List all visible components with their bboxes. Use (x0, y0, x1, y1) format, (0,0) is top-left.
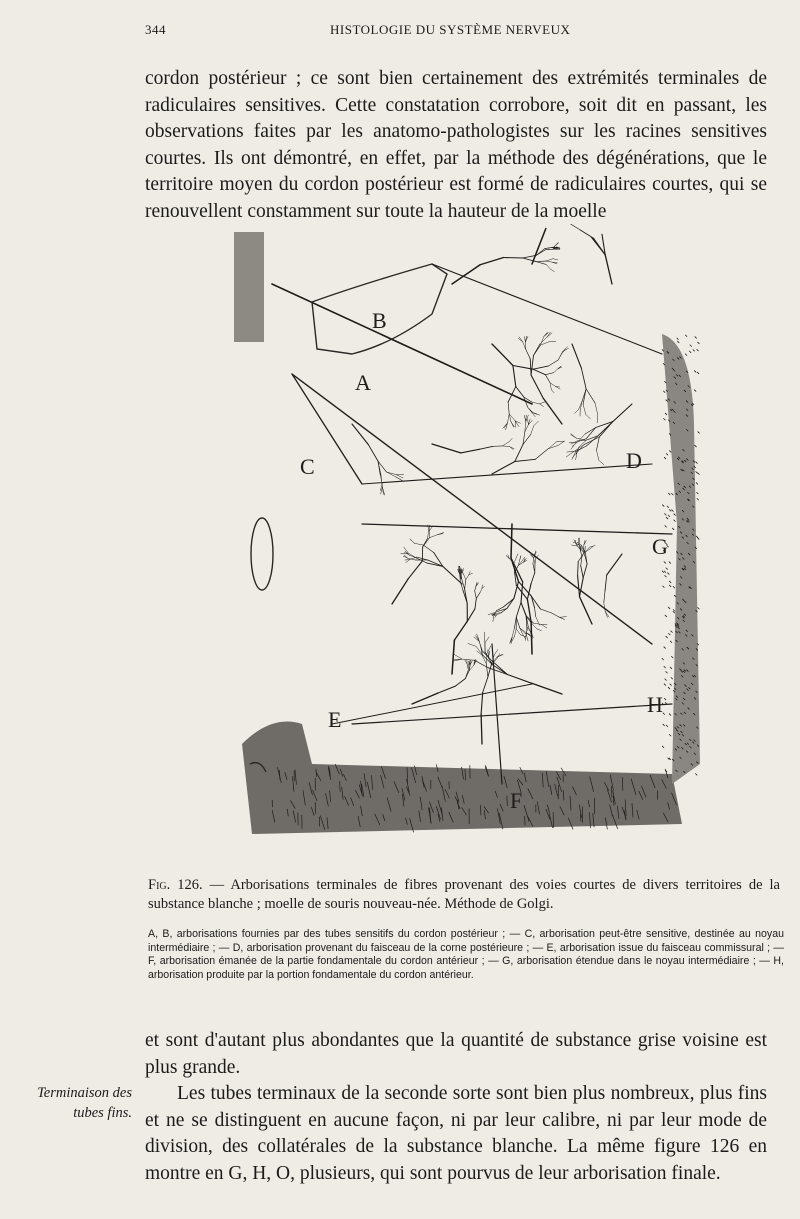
bottom-paragraph-2: Les tubes terminaux de la seconde sorte sont bien plus nombreux, plus fins et ne se distinguent en aucune façon, ni par leur calibre, ni par leur mode de division, des collatérales de la substance blanche. La même figure 126 en montre en G, H, O, plusieurs, qui sont pourvus de leur arborisation finale. (145, 1083, 767, 1184)
caption-text: — Arborisations terminales de fibres provenant des voies courtes de divers territoires de la substance blanche ; moelle de souris nouveau-née. Méthode de Golgi. (148, 877, 780, 912)
figure-126 (232, 224, 702, 844)
label-e: E (328, 707, 342, 732)
page-number: 344 (145, 22, 166, 37)
neuron-arborization-illustration-icon (232, 224, 702, 844)
bottom-text (145, 1028, 767, 1187)
label-g: G (652, 534, 668, 559)
running-title: HISTOLOGIE DU SYSTÈME NERVEUX (330, 22, 571, 37)
figure-caption (148, 876, 780, 914)
label-a: A (355, 370, 371, 395)
left-column-texture (234, 232, 264, 342)
label-b: B (372, 308, 387, 333)
margin-note: Terminaison des tubes fins. (37, 1085, 132, 1121)
figure-number: Fig. 126. (148, 877, 203, 893)
running-header (145, 22, 765, 44)
bottom-paragraph-1: et sont d'autant plus abondantes que la quantité de substance grise voisine est plus grande. (145, 1030, 767, 1078)
oval-outline (251, 518, 273, 590)
label-c: C (300, 454, 315, 479)
label-d: D (626, 448, 642, 473)
top-paragraph: cordon postérieur ; ce sont bien certainement des extrémités terminales de radiculaires sensitives. Cette constatation corrobore, soit dit en passant, les observations faites par les anatomo-pathologistes sur les racines sensitives courtes. Ils ont démontré, en effet, par la méthode des dégénérations, que le territoire moyen du cordon postérieur est formé de radiculaires courtes, qui se renouvellent constamment sur toute la hauteur de la moelle (145, 68, 767, 222)
label-f: F (510, 788, 523, 813)
bottom-band (242, 722, 682, 835)
label-h: H (647, 692, 663, 717)
figure-legend: A, B, arborisations fournies par des tubes sensitifs du cordon postérieur ; — C, arborisation peut-être sensitive, destinée au noyau intermédiaire ; — D, arborisation provenant du faisceau de la corne postérieure ; — E, arborisation issue du faisceau commissural ; — F, arborisation émanée de la partie fondamentale du cordon antérieur ; — G, arborisation étendue dans le noyau intermédiaire ; — H, arborisation produite par la portion fondamentale du cordon antérieur. (148, 928, 784, 981)
